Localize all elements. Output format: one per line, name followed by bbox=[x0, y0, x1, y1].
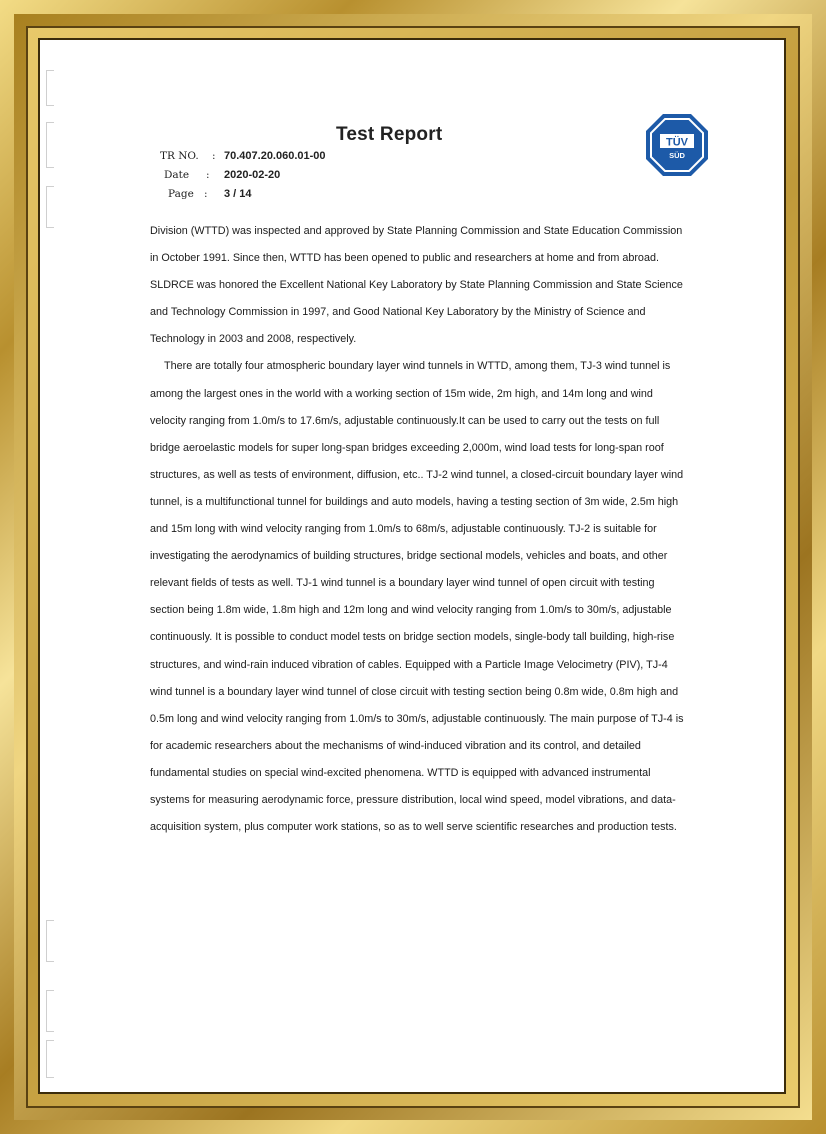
date-label: Date bbox=[164, 169, 190, 181]
binding-mark bbox=[46, 920, 54, 962]
date-value: 2020-02-20 bbox=[224, 169, 281, 181]
page-label: Page bbox=[168, 188, 194, 200]
logo-text-top: TÜV bbox=[666, 136, 688, 149]
binding-mark bbox=[46, 186, 54, 228]
document-page bbox=[38, 38, 786, 1094]
binding-mark bbox=[46, 990, 54, 1032]
tr-no-value: 70.407.20.060.01-00 bbox=[224, 150, 326, 162]
binding-mark bbox=[46, 70, 54, 106]
paragraph-2: There are totally four atmospheric boundary layer wind tunnels in WTTD, among them, TJ-3 wind tunnel is among the largest ones in the world with a working section of 15m wide, 2m high, and 14m long and wind velocity ranging from 1.0m/s to 17.6m/s, adjustable continuously.It can be used to carry out the tests on full bridge aeroelastic models for super long-span bridges exceeding 2,000m, wind load tests for long-span roof structures, as well as tests of environment, diffusion, etc.. TJ-2 wind tunnel, a closed-circuit boundary layer wind tunnel, is a multifunctional tunnel for buildings and auto models, having a testing section of 3m wide, 2.5m high and 15m long with wind velocity ranging from 1.0m/s to 68m/s, adjustable continuously. TJ-2 is suitable for investigating the aerodynamics of building structures, bridge sectional models, vehicles and boats, and other relevant fields of tests as well. TJ-1 wind tunnel is a boundary layer wind tunnel of open circuit with testing section being 1.8m wide, 1.8m high and 12m long and wind velocity ranging from 1.0m/s to 30m/s, adjustable continuously. It is possible to conduct model tests on bridge section models, single-body tall building, high-rise structures, and wind-rain induced vibration of cables. Equipped with a Particle Image Velocimetry (PIV), TJ-4 wind tunnel is a boundary layer wind tunnel of close circuit with testing section being 0.8m wide, 0.8m high and 0.5m long and wind velocity ranging from 1.0m/s to 30m/s, adjustable continuously. The main purpose of TJ-4 is for academic researchers about the mechanisms of wind-induced vibration and its control, and detailed fundamental studies on special wind-excited phenomena. WTTD is equipped with advanced instrumental systems for measuring aerodynamic force, pressure distribution, local wind speed, model vibrations, and data-acquisition system, plus computer work stations, so as to well serve scientific researches and production tests. bbox=[150, 360, 684, 834]
tr-no-label: TR NO. bbox=[160, 150, 199, 162]
binding-mark bbox=[46, 1040, 54, 1078]
logo-text-bottom: SÜD bbox=[669, 151, 685, 160]
page-title: Test Report bbox=[336, 124, 443, 145]
tuv-sud-logo-icon bbox=[644, 112, 710, 178]
page-separator: : bbox=[204, 188, 208, 200]
date-separator: : bbox=[206, 169, 210, 181]
page-value: 3 / 14 bbox=[224, 188, 252, 200]
paragraph-1: Division (WTTD) was inspected and approved by State Planning Commission and State Education Commission in October 1991. Since then, WTTD has been opened to public and researchers at home and from abroad. SLDRCE was honored the Excellent National Key Laboratory by State Planning Commission and State Science and Technology Commission in 1997, and Good National Key Laboratory by the Ministry of Science and Technology in 2003 and 2008, respectively. bbox=[150, 225, 683, 346]
tr-no-separator: : bbox=[212, 150, 216, 162]
report-body bbox=[150, 218, 690, 841]
binding-mark bbox=[46, 122, 54, 168]
